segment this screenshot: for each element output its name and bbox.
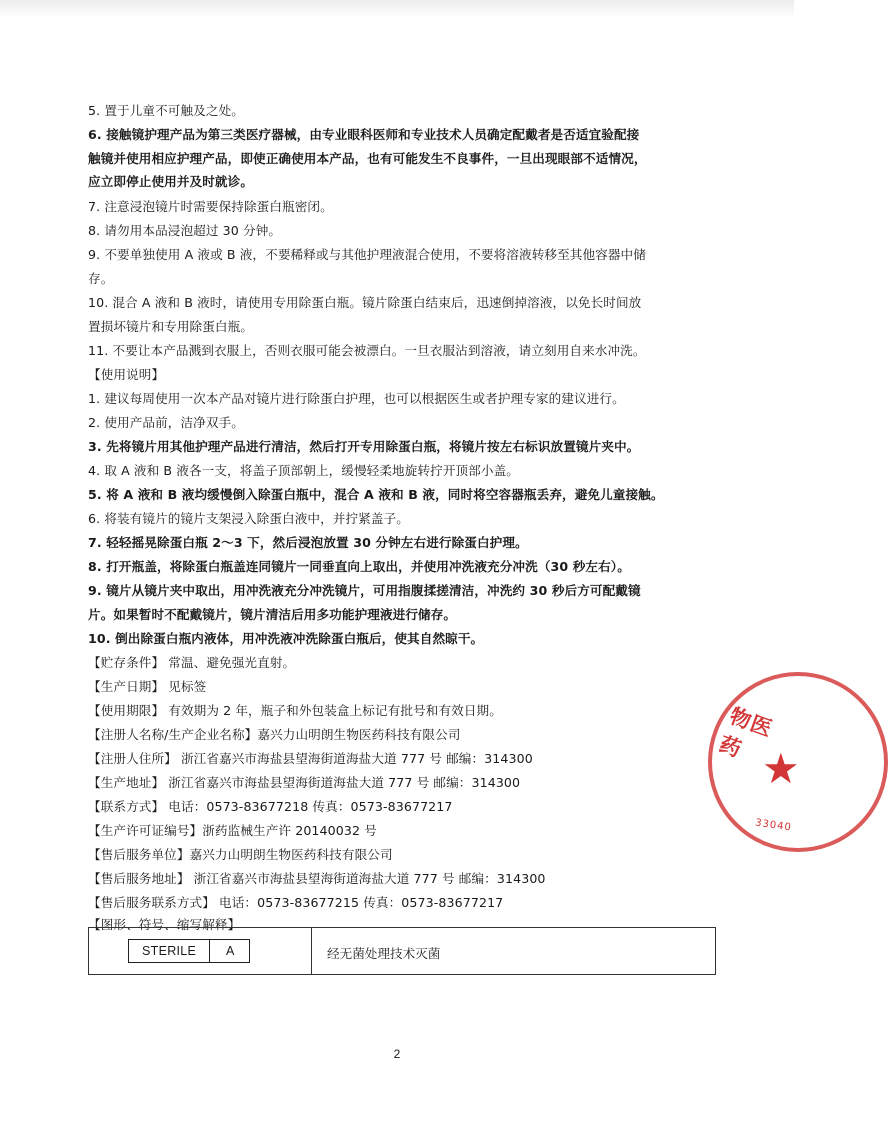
text-line: 11. 不要让本产品溅到衣服上，否则衣服可能会被漂白。一旦衣服沾到溶液，请立刻用自来水冲洗。 <box>88 343 646 358</box>
text-line: 【售后服务单位】嘉兴力山明朗生物医药科技有限公司 <box>88 847 393 862</box>
symbol-description: 经无菌处理技术灭菌 <box>327 946 441 961</box>
symbol-divider <box>209 940 210 962</box>
seal-star-icon: ★ <box>762 744 800 793</box>
scan-edge <box>0 0 794 18</box>
text-line: 8. 请勿用本品浸泡超过 30 分钟。 <box>88 223 282 238</box>
text-line: 片。如果暂时不配戴镜片，镜片清洁后用多功能护理液进行储存。 <box>88 607 457 622</box>
text-line: 【售后服务联系方式】 电话：0573-83677215 传真：0573-83677217 <box>88 895 504 910</box>
sterile-symbol <box>128 939 250 963</box>
table-divider <box>311 928 312 974</box>
section-heading: 【使用说明】 <box>88 367 165 382</box>
sterile-method-letter: A <box>226 944 235 958</box>
seal-text: 物医药 <box>716 703 776 763</box>
text-line: 2. 使用产品前，洁净双手。 <box>88 415 244 430</box>
text-line: 1. 建议每周使用一次本产品对镜片进行除蛋白护理，也可以根据医生或者护理专家的建议进行。 <box>88 391 625 406</box>
text-line: 8. 打开瓶盖，将除蛋白瓶盖连同镜片一同垂直向上取出，并使用冲洗液充分冲洗（30 秒左右）。 <box>88 559 630 574</box>
text-line: 【生产许可证编号】浙药监械生产许 20140032 号 <box>88 823 377 838</box>
text-line: 【使用期限】 有效期为 2 年，瓶子和外包装盒上标记有批号和有效日期。 <box>88 703 502 718</box>
text-line: 7. 注意浸泡镜片时需要保持除蛋白瓶密闭。 <box>88 199 333 214</box>
text-line: 【售后服务地址】 浙江省嘉兴市海盐县望海街道海盐大道 777 号 邮编：314300 <box>88 871 546 886</box>
text-line: 9. 不要单独使用 A 液或 B 液，不要稀释或与其他护理液混合使用，不要将溶液转移至其他容器中储 <box>88 247 646 262</box>
section-heading: 【图形、符号、缩写解释】 <box>88 917 241 932</box>
text-line: 【生产日期】 见标签 <box>88 679 207 694</box>
text-line: 10. 混合 A 液和 B 液时，请使用专用除蛋白瓶。镜片除蛋白结束后，迅速倒掉溶液，以免长时间放 <box>88 295 642 310</box>
text-line: 【生产地址】 浙江省嘉兴市海盐县望海街道海盐大道 777 号 邮编：314300 <box>88 775 521 790</box>
text-line: 【注册人名称/生产企业名称】嘉兴力山明朗生物医药科技有限公司 <box>88 727 461 742</box>
text-line: 【联系方式】 电话：0573-83677218 传真：0573-83677217 <box>88 799 453 814</box>
text-line: 4. 取 A 液和 B 液各一支，将盖子顶部朝上，缓慢轻柔地旋转拧开顶部小盖。 <box>88 463 519 478</box>
page-number: 2 <box>393 1047 401 1061</box>
text-line: 【注册人住所】 浙江省嘉兴市海盐县望海街道海盐大道 777 号 邮编：314300 <box>88 751 533 766</box>
text-line: 5. 置于儿童不可触及之处。 <box>88 103 244 118</box>
text-line: 7. 轻轻摇晃除蛋白瓶 2～3 下，然后浸泡放置 30 分钟左右进行除蛋白护理。 <box>88 535 528 550</box>
text-line: 6. 将装有镜片的镜片支架浸入除蛋白液中，并拧紧盖子。 <box>88 511 409 526</box>
text-line: 触镜并使用相应护理产品，即使正确使用本产品，也有可能发生不良事件，一旦出现眼部不适情况， <box>88 151 647 166</box>
text-line: 存。 <box>88 271 114 286</box>
seal-digits: 33040 <box>754 817 793 834</box>
text-line: 【贮存条件】 常温、避免强光直射。 <box>88 655 296 670</box>
text-line: 5. 将 A 液和 B 液均缓慢倒入除蛋白瓶中，混合 A 液和 B 液，同时将空容器瓶丢弃，避免儿童接触。 <box>88 487 664 502</box>
text-line: 10. 倒出除蛋白瓶内液体，用冲洗液冲洗除蛋白瓶后，使其自然晾干。 <box>88 631 484 646</box>
text-line: 应立即停止使用并及时就诊。 <box>88 174 254 189</box>
text-line: 3. 先将镜片用其他护理产品进行清洁，然后打开专用除蛋白瓶，将镜片按左右标识放置镜片夹中。 <box>88 439 640 454</box>
text-line: 9. 镜片从镜片夹中取出，用冲洗液充分冲洗镜片，可用指腹揉搓清洁，冲洗约 30 秒后方可配戴镜 <box>88 583 641 598</box>
symbol-table <box>88 927 716 975</box>
text-line: 6. 接触镜护理产品为第三类医疗器械，由专业眼科医师和专业技术人员确定配戴者是否适宜验配接 <box>88 127 640 142</box>
sterile-label: STERILE <box>142 944 197 958</box>
text-line: 置损坏镜片和专用除蛋白瓶。 <box>88 319 254 334</box>
